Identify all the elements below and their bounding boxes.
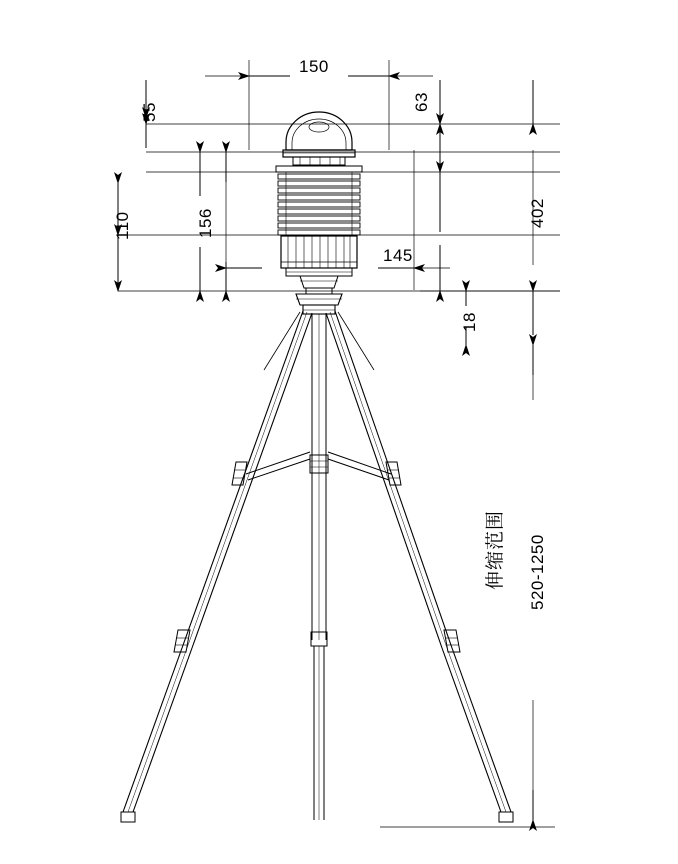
dim-top-width: 150 [299,57,329,76]
telescoping-range-value: 520-1250 [528,534,547,610]
dim-dome-height: 63 [412,92,431,112]
dim-body-height: 156 [196,208,215,238]
dim-lower-height: 110 [113,211,132,240]
dim-base-width: 145 [383,246,413,265]
dim-total-sensor-height: 402 [528,198,547,228]
dim-mount-height: 18 [460,312,479,332]
dim-top-offset: 55 [140,102,159,122]
telescoping-range-label: 伸缩范围 [484,509,506,590]
